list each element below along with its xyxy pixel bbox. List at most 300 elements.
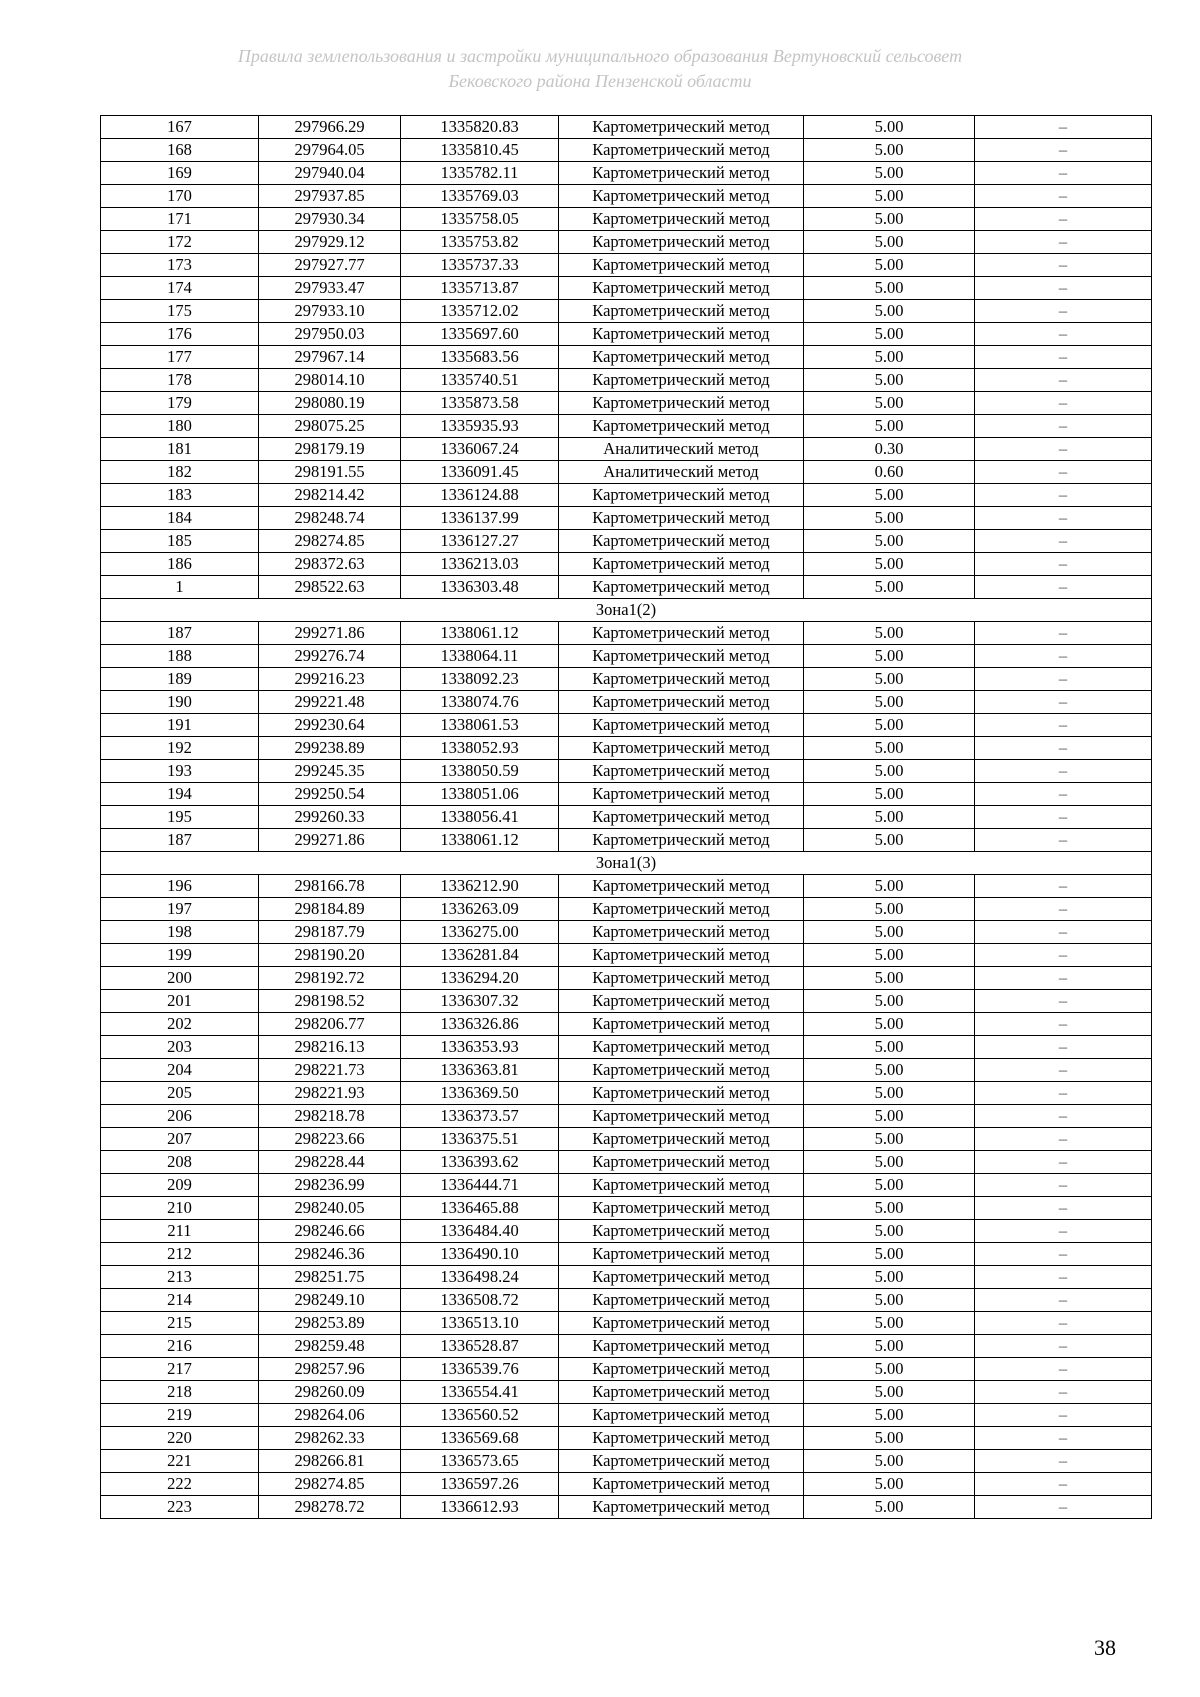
point-number-cell: 200 xyxy=(101,967,259,990)
accuracy-cell: 5.00 xyxy=(804,1312,975,1335)
accuracy-cell: 5.00 xyxy=(804,208,975,231)
table-row xyxy=(101,622,1152,645)
note-cell: – xyxy=(975,392,1152,415)
method-cell: Картометрический метод xyxy=(559,990,804,1013)
method-cell: Картометрический метод xyxy=(559,691,804,714)
table-row xyxy=(101,944,1152,967)
point-number-cell: 184 xyxy=(101,507,259,530)
table-row xyxy=(101,714,1152,737)
y-coordinate-cell: 1336213.03 xyxy=(401,553,559,576)
method-cell: Картометрический метод xyxy=(559,760,804,783)
point-number-cell: 221 xyxy=(101,1450,259,1473)
point-number-cell: 194 xyxy=(101,783,259,806)
y-coordinate-cell: 1336307.32 xyxy=(401,990,559,1013)
accuracy-cell: 5.00 xyxy=(804,254,975,277)
y-coordinate-cell: 1338056.41 xyxy=(401,806,559,829)
note-cell: – xyxy=(975,668,1152,691)
accuracy-cell: 5.00 xyxy=(804,1335,975,1358)
table-row xyxy=(101,898,1152,921)
x-coordinate-cell: 299276.74 xyxy=(259,645,401,668)
table-row xyxy=(101,185,1152,208)
x-coordinate-cell: 298372.63 xyxy=(259,553,401,576)
accuracy-cell: 5.00 xyxy=(804,277,975,300)
x-coordinate-cell: 298253.89 xyxy=(259,1312,401,1335)
point-number-cell: 222 xyxy=(101,1473,259,1496)
method-cell: Картометрический метод xyxy=(559,139,804,162)
accuracy-cell: 5.00 xyxy=(804,553,975,576)
y-coordinate-cell: 1336612.93 xyxy=(401,1496,559,1519)
table-row xyxy=(101,645,1152,668)
y-coordinate-cell: 1335820.83 xyxy=(401,116,559,139)
y-coordinate-cell: 1335810.45 xyxy=(401,139,559,162)
method-cell: Картометрический метод xyxy=(559,116,804,139)
x-coordinate-cell: 297940.04 xyxy=(259,162,401,185)
accuracy-cell: 5.00 xyxy=(804,1358,975,1381)
note-cell: – xyxy=(975,1197,1152,1220)
note-cell: – xyxy=(975,921,1152,944)
y-coordinate-cell: 1336369.50 xyxy=(401,1082,559,1105)
x-coordinate-cell: 297929.12 xyxy=(259,231,401,254)
note-cell: – xyxy=(975,139,1152,162)
y-coordinate-cell: 1338061.12 xyxy=(401,622,559,645)
y-coordinate-cell: 1336444.71 xyxy=(401,1174,559,1197)
point-number-cell: 219 xyxy=(101,1404,259,1427)
x-coordinate-cell: 297950.03 xyxy=(259,323,401,346)
x-coordinate-cell: 298522.63 xyxy=(259,576,401,599)
table-row xyxy=(101,1473,1152,1496)
method-cell: Картометрический метод xyxy=(559,1174,804,1197)
method-cell: Картометрический метод xyxy=(559,1059,804,1082)
accuracy-cell: 5.00 xyxy=(804,231,975,254)
x-coordinate-cell: 298179.19 xyxy=(259,438,401,461)
x-coordinate-cell: 298274.85 xyxy=(259,530,401,553)
note-cell: – xyxy=(975,760,1152,783)
y-coordinate-cell: 1335737.33 xyxy=(401,254,559,277)
y-coordinate-cell: 1336560.52 xyxy=(401,1404,559,1427)
accuracy-cell: 5.00 xyxy=(804,300,975,323)
table-row xyxy=(101,1243,1152,1266)
table-row xyxy=(101,254,1152,277)
zone-label: Зона1(3) xyxy=(101,852,1152,875)
x-coordinate-cell: 299245.35 xyxy=(259,760,401,783)
method-cell: Картометрический метод xyxy=(559,1266,804,1289)
method-cell: Картометрический метод xyxy=(559,1220,804,1243)
y-coordinate-cell: 1336212.90 xyxy=(401,875,559,898)
table-row xyxy=(101,300,1152,323)
x-coordinate-cell: 298249.10 xyxy=(259,1289,401,1312)
method-cell: Картометрический метод xyxy=(559,254,804,277)
point-number-cell: 171 xyxy=(101,208,259,231)
x-coordinate-cell: 298075.25 xyxy=(259,415,401,438)
accuracy-cell: 5.00 xyxy=(804,369,975,392)
note-cell: – xyxy=(975,967,1152,990)
x-coordinate-cell: 298221.93 xyxy=(259,1082,401,1105)
accuracy-cell: 5.00 xyxy=(804,622,975,645)
accuracy-cell: 5.00 xyxy=(804,1404,975,1427)
note-cell: – xyxy=(975,208,1152,231)
table-row xyxy=(101,1059,1152,1082)
x-coordinate-cell: 298240.05 xyxy=(259,1197,401,1220)
point-number-cell: 180 xyxy=(101,415,259,438)
y-coordinate-cell: 1338052.93 xyxy=(401,737,559,760)
method-cell: Картометрический метод xyxy=(559,829,804,852)
table-row xyxy=(101,438,1152,461)
y-coordinate-cell: 1336528.87 xyxy=(401,1335,559,1358)
method-cell: Картометрический метод xyxy=(559,622,804,645)
note-cell: – xyxy=(975,875,1152,898)
table-row xyxy=(101,208,1152,231)
y-coordinate-cell: 1336326.86 xyxy=(401,1013,559,1036)
y-coordinate-cell: 1336513.10 xyxy=(401,1312,559,1335)
table-row xyxy=(101,990,1152,1013)
x-coordinate-cell: 298246.66 xyxy=(259,1220,401,1243)
point-number-cell: 210 xyxy=(101,1197,259,1220)
x-coordinate-cell: 299271.86 xyxy=(259,829,401,852)
method-cell: Картометрический метод xyxy=(559,277,804,300)
method-cell: Картометрический метод xyxy=(559,346,804,369)
y-coordinate-cell: 1336127.27 xyxy=(401,530,559,553)
method-cell: Картометрический метод xyxy=(559,875,804,898)
point-number-cell: 183 xyxy=(101,484,259,507)
x-coordinate-cell: 298259.48 xyxy=(259,1335,401,1358)
note-cell: – xyxy=(975,1450,1152,1473)
y-coordinate-cell: 1335782.11 xyxy=(401,162,559,185)
note-cell: – xyxy=(975,530,1152,553)
table-row xyxy=(101,783,1152,806)
x-coordinate-cell: 298214.42 xyxy=(259,484,401,507)
y-coordinate-cell: 1335769.03 xyxy=(401,185,559,208)
note-cell: – xyxy=(975,737,1152,760)
table-row xyxy=(101,507,1152,530)
note-cell: – xyxy=(975,1128,1152,1151)
method-cell: Картометрический метод xyxy=(559,714,804,737)
point-number-cell: 189 xyxy=(101,668,259,691)
zone-header-row xyxy=(101,852,1152,875)
note-cell: – xyxy=(975,369,1152,392)
accuracy-cell: 5.00 xyxy=(804,691,975,714)
point-number-cell: 202 xyxy=(101,1013,259,1036)
point-number-cell: 213 xyxy=(101,1266,259,1289)
table-row xyxy=(101,231,1152,254)
accuracy-cell: 0.30 xyxy=(804,438,975,461)
point-number-cell: 204 xyxy=(101,1059,259,1082)
note-cell: – xyxy=(975,783,1152,806)
note-cell: – xyxy=(975,1059,1152,1082)
note-cell: – xyxy=(975,277,1152,300)
point-number-cell: 179 xyxy=(101,392,259,415)
point-number-cell: 190 xyxy=(101,691,259,714)
point-number-cell: 207 xyxy=(101,1128,259,1151)
accuracy-cell: 5.00 xyxy=(804,668,975,691)
method-cell: Картометрический метод xyxy=(559,392,804,415)
table-row xyxy=(101,530,1152,553)
accuracy-cell: 5.00 xyxy=(804,392,975,415)
accuracy-cell: 5.00 xyxy=(804,1197,975,1220)
method-cell: Картометрический метод xyxy=(559,553,804,576)
x-coordinate-cell: 297937.85 xyxy=(259,185,401,208)
accuracy-cell: 5.00 xyxy=(804,162,975,185)
x-coordinate-cell: 297966.29 xyxy=(259,116,401,139)
accuracy-cell: 5.00 xyxy=(804,1220,975,1243)
table-row xyxy=(101,1128,1152,1151)
header-line-1: Правила землепользования и застройки муниципального образования Вертуновский сельсовет xyxy=(237,46,963,66)
x-coordinate-cell: 298266.81 xyxy=(259,1450,401,1473)
method-cell: Картометрический метод xyxy=(559,369,804,392)
point-number-cell: 187 xyxy=(101,829,259,852)
method-cell: Аналитический метод xyxy=(559,438,804,461)
point-number-cell: 185 xyxy=(101,530,259,553)
accuracy-cell: 5.00 xyxy=(804,783,975,806)
point-number-cell: 214 xyxy=(101,1289,259,1312)
note-cell: – xyxy=(975,507,1152,530)
accuracy-cell: 5.00 xyxy=(804,1266,975,1289)
accuracy-cell: 5.00 xyxy=(804,944,975,967)
note-cell: – xyxy=(975,162,1152,185)
table-row xyxy=(101,875,1152,898)
note-cell: – xyxy=(975,622,1152,645)
method-cell: Картометрический метод xyxy=(559,1404,804,1427)
table-row xyxy=(101,323,1152,346)
y-coordinate-cell: 1338051.06 xyxy=(401,783,559,806)
accuracy-cell: 5.00 xyxy=(804,1174,975,1197)
x-coordinate-cell: 299230.64 xyxy=(259,714,401,737)
point-number-cell: 208 xyxy=(101,1151,259,1174)
x-coordinate-cell: 299238.89 xyxy=(259,737,401,760)
point-number-cell: 216 xyxy=(101,1335,259,1358)
method-cell: Картометрический метод xyxy=(559,944,804,967)
accuracy-cell: 5.00 xyxy=(804,1381,975,1404)
point-number-cell: 169 xyxy=(101,162,259,185)
accuracy-cell: 5.00 xyxy=(804,530,975,553)
y-coordinate-cell: 1335758.05 xyxy=(401,208,559,231)
y-coordinate-cell: 1335753.82 xyxy=(401,231,559,254)
note-cell: – xyxy=(975,1404,1152,1427)
note-cell: – xyxy=(975,231,1152,254)
method-cell: Картометрический метод xyxy=(559,1312,804,1335)
table-row xyxy=(101,1105,1152,1128)
table-row xyxy=(101,392,1152,415)
y-coordinate-cell: 1335683.56 xyxy=(401,346,559,369)
x-coordinate-cell: 297933.10 xyxy=(259,300,401,323)
method-cell: Картометрический метод xyxy=(559,1496,804,1519)
note-cell: – xyxy=(975,1105,1152,1128)
y-coordinate-cell: 1336597.26 xyxy=(401,1473,559,1496)
accuracy-cell: 5.00 xyxy=(804,1450,975,1473)
method-cell: Картометрический метод xyxy=(559,1473,804,1496)
table-row xyxy=(101,967,1152,990)
accuracy-cell: 5.00 xyxy=(804,1013,975,1036)
accuracy-cell: 5.00 xyxy=(804,737,975,760)
point-number-cell: 182 xyxy=(101,461,259,484)
point-number-cell: 205 xyxy=(101,1082,259,1105)
y-coordinate-cell: 1338092.23 xyxy=(401,668,559,691)
accuracy-cell: 5.00 xyxy=(804,714,975,737)
accuracy-cell: 5.00 xyxy=(804,484,975,507)
x-coordinate-cell: 298080.19 xyxy=(259,392,401,415)
method-cell: Картометрический метод xyxy=(559,668,804,691)
point-number-cell: 172 xyxy=(101,231,259,254)
method-cell: Картометрический метод xyxy=(559,737,804,760)
y-coordinate-cell: 1336363.81 xyxy=(401,1059,559,1082)
y-coordinate-cell: 1336067.24 xyxy=(401,438,559,461)
table-row xyxy=(101,139,1152,162)
note-cell: – xyxy=(975,1266,1152,1289)
method-cell: Картометрический метод xyxy=(559,231,804,254)
point-number-cell: 206 xyxy=(101,1105,259,1128)
accuracy-cell: 5.00 xyxy=(804,990,975,1013)
method-cell: Картометрический метод xyxy=(559,1128,804,1151)
method-cell: Картометрический метод xyxy=(559,898,804,921)
point-number-cell: 170 xyxy=(101,185,259,208)
y-coordinate-cell: 1336465.88 xyxy=(401,1197,559,1220)
note-cell: – xyxy=(975,415,1152,438)
table-row xyxy=(101,1082,1152,1105)
point-number-cell: 211 xyxy=(101,1220,259,1243)
note-cell: – xyxy=(975,438,1152,461)
method-cell: Картометрический метод xyxy=(559,1082,804,1105)
zone-header-row xyxy=(101,599,1152,622)
table-row xyxy=(101,484,1152,507)
x-coordinate-cell: 298260.09 xyxy=(259,1381,401,1404)
y-coordinate-cell: 1336303.48 xyxy=(401,576,559,599)
note-cell: – xyxy=(975,1335,1152,1358)
table-row xyxy=(101,1013,1152,1036)
x-coordinate-cell: 297967.14 xyxy=(259,346,401,369)
table-row xyxy=(101,691,1152,714)
accuracy-cell: 5.00 xyxy=(804,1105,975,1128)
y-coordinate-cell: 1336294.20 xyxy=(401,967,559,990)
method-cell: Картометрический метод xyxy=(559,530,804,553)
note-cell: – xyxy=(975,1220,1152,1243)
method-cell: Картометрический метод xyxy=(559,1013,804,1036)
point-number-cell: 209 xyxy=(101,1174,259,1197)
x-coordinate-cell: 299221.48 xyxy=(259,691,401,714)
table-row xyxy=(101,921,1152,944)
accuracy-cell: 5.00 xyxy=(804,346,975,369)
table-row xyxy=(101,1335,1152,1358)
x-coordinate-cell: 298166.78 xyxy=(259,875,401,898)
table-row xyxy=(101,277,1152,300)
table-row xyxy=(101,1358,1152,1381)
y-coordinate-cell: 1336508.72 xyxy=(401,1289,559,1312)
table-row xyxy=(101,369,1152,392)
point-number-cell: 203 xyxy=(101,1036,259,1059)
y-coordinate-cell: 1336373.57 xyxy=(401,1105,559,1128)
method-cell: Картометрический метод xyxy=(559,1427,804,1450)
point-number-cell: 217 xyxy=(101,1358,259,1381)
accuracy-cell: 0.60 xyxy=(804,461,975,484)
y-coordinate-cell: 1338050.59 xyxy=(401,760,559,783)
point-number-cell: 178 xyxy=(101,369,259,392)
y-coordinate-cell: 1336353.93 xyxy=(401,1036,559,1059)
x-coordinate-cell: 298014.10 xyxy=(259,369,401,392)
note-cell: – xyxy=(975,1496,1152,1519)
method-cell: Картометрический метод xyxy=(559,415,804,438)
table-row xyxy=(101,116,1152,139)
method-cell: Картометрический метод xyxy=(559,507,804,530)
x-coordinate-cell: 298192.72 xyxy=(259,967,401,990)
accuracy-cell: 5.00 xyxy=(804,1473,975,1496)
x-coordinate-cell: 298187.79 xyxy=(259,921,401,944)
note-cell: – xyxy=(975,1358,1152,1381)
method-cell: Картометрический метод xyxy=(559,967,804,990)
note-cell: – xyxy=(975,116,1152,139)
y-coordinate-cell: 1336091.45 xyxy=(401,461,559,484)
y-coordinate-cell: 1336554.41 xyxy=(401,1381,559,1404)
point-number-cell: 181 xyxy=(101,438,259,461)
page-header xyxy=(0,44,1200,94)
accuracy-cell: 5.00 xyxy=(804,415,975,438)
accuracy-cell: 5.00 xyxy=(804,1427,975,1450)
method-cell: Картометрический метод xyxy=(559,484,804,507)
x-coordinate-cell: 298190.20 xyxy=(259,944,401,967)
table-row xyxy=(101,829,1152,852)
point-number-cell: 193 xyxy=(101,760,259,783)
point-number-cell: 220 xyxy=(101,1427,259,1450)
accuracy-cell: 5.00 xyxy=(804,898,975,921)
note-cell: – xyxy=(975,898,1152,921)
x-coordinate-cell: 298262.33 xyxy=(259,1427,401,1450)
x-coordinate-cell: 298248.74 xyxy=(259,507,401,530)
x-coordinate-cell: 298221.73 xyxy=(259,1059,401,1082)
x-coordinate-cell: 298191.55 xyxy=(259,461,401,484)
table-row xyxy=(101,1220,1152,1243)
point-number-cell: 186 xyxy=(101,553,259,576)
y-coordinate-cell: 1336539.76 xyxy=(401,1358,559,1381)
x-coordinate-cell: 298184.89 xyxy=(259,898,401,921)
accuracy-cell: 5.00 xyxy=(804,116,975,139)
note-cell: – xyxy=(975,323,1152,346)
method-cell: Картометрический метод xyxy=(559,208,804,231)
accuracy-cell: 5.00 xyxy=(804,806,975,829)
y-coordinate-cell: 1335935.93 xyxy=(401,415,559,438)
method-cell: Картометрический метод xyxy=(559,1243,804,1266)
table-row xyxy=(101,553,1152,576)
x-coordinate-cell: 297927.77 xyxy=(259,254,401,277)
y-coordinate-cell: 1336263.09 xyxy=(401,898,559,921)
point-number-cell: 218 xyxy=(101,1381,259,1404)
note-cell: – xyxy=(975,1289,1152,1312)
accuracy-cell: 5.00 xyxy=(804,185,975,208)
x-coordinate-cell: 297933.47 xyxy=(259,277,401,300)
x-coordinate-cell: 298216.13 xyxy=(259,1036,401,1059)
note-cell: – xyxy=(975,1243,1152,1266)
x-coordinate-cell: 298223.66 xyxy=(259,1128,401,1151)
point-number-cell: 175 xyxy=(101,300,259,323)
accuracy-cell: 5.00 xyxy=(804,760,975,783)
point-number-cell: 212 xyxy=(101,1243,259,1266)
y-coordinate-cell: 1336393.62 xyxy=(401,1151,559,1174)
accuracy-cell: 5.00 xyxy=(804,829,975,852)
accuracy-cell: 5.00 xyxy=(804,1289,975,1312)
point-number-cell: 168 xyxy=(101,139,259,162)
note-cell: – xyxy=(975,1013,1152,1036)
note-cell: – xyxy=(975,1473,1152,1496)
point-number-cell: 173 xyxy=(101,254,259,277)
point-number-cell: 1 xyxy=(101,576,259,599)
table-row xyxy=(101,1450,1152,1473)
point-number-cell: 215 xyxy=(101,1312,259,1335)
y-coordinate-cell: 1335712.02 xyxy=(401,300,559,323)
method-cell: Картометрический метод xyxy=(559,1289,804,1312)
method-cell: Картометрический метод xyxy=(559,645,804,668)
x-coordinate-cell: 298274.85 xyxy=(259,1473,401,1496)
y-coordinate-cell: 1336124.88 xyxy=(401,484,559,507)
accuracy-cell: 5.00 xyxy=(804,1243,975,1266)
method-cell: Картометрический метод xyxy=(559,806,804,829)
method-cell: Аналитический метод xyxy=(559,461,804,484)
note-cell: – xyxy=(975,714,1152,737)
